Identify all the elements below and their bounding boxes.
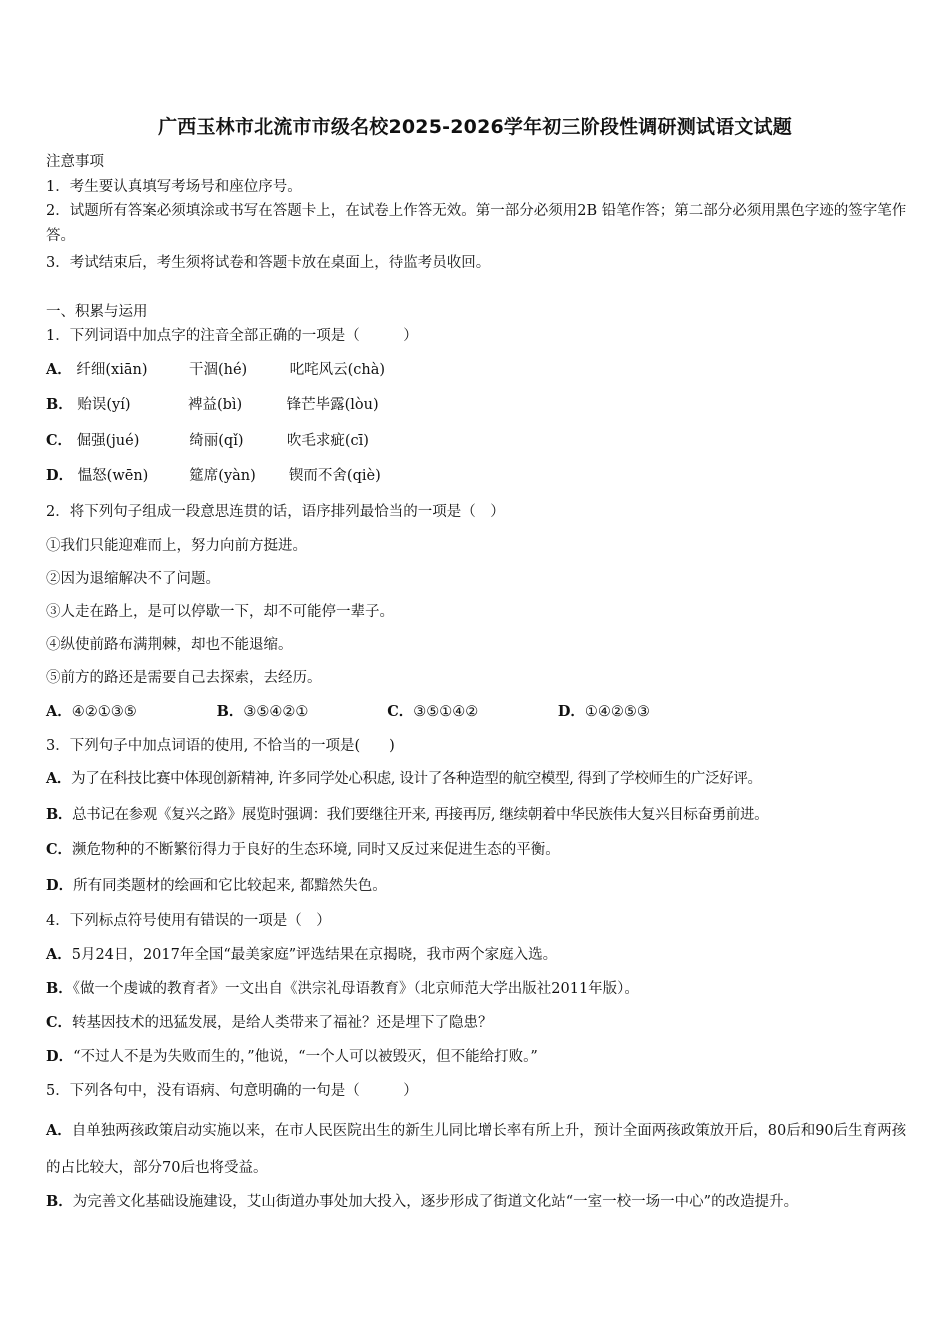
option-text: 自单独两孩政策启动实施以来，在市人民医院出生的新生儿同比增长率有所上升，预计全面两孩政策放开后，80后和90后生育两孩的占比较大，部分70后也将受益。 — [46, 1123, 907, 1176]
word-2: 干涸(hé) — [188, 362, 248, 378]
q4-option-c — [46, 1013, 908, 1033]
q5-stem: 5．下列各句中，没有语病、句意明确的一句是（ ） — [46, 1083, 418, 1099]
q2-sentence-5: ⑤前方的路还是需要自己去探索，去经历。 — [46, 670, 322, 686]
word-1: 愠怒(wēn) — [77, 468, 149, 484]
word-1: 纤细(xiān) — [76, 362, 148, 378]
word-3: 锲而不舍(qiè) — [288, 468, 381, 484]
word-3: 叱咤风云(chà) — [289, 362, 386, 378]
option-letter: A． — [46, 361, 72, 378]
option-letter: B． — [46, 1193, 73, 1210]
option-text: 5月24日，2017年全国“最美家庭”评选结果在京揭晓，我市两个家庭入选。 — [71, 947, 558, 963]
q3-stem: 3．下列句子中加点词语的使用, 不恰当的一项是( ) — [46, 738, 395, 754]
notice-item-2: 2．试题所有答案必须填涂或书写在答题卡上，在试卷上作答无效。第一部分必须用2B 铅笔作答；第二部分必须用黑色字迹的签字笔作答。 — [46, 203, 907, 244]
option-letter: B． — [46, 806, 73, 823]
word-1: 贻误(yí) — [77, 397, 131, 413]
word-2: 筵席(yàn) — [189, 468, 256, 484]
q3-option-a — [46, 769, 908, 789]
q2-choices — [46, 702, 908, 722]
q2-sentence-3: ③人走在路上，是可以停歇一下，却不可能停一辈子。 — [46, 604, 394, 620]
section-heading: 一、积累与运用 — [46, 304, 148, 320]
option-letter: D． — [46, 1048, 74, 1065]
option-text: 所有同类题材的绘画和它比较起来, 都黯然失色。 — [73, 878, 387, 894]
option-letter: C． — [46, 841, 73, 858]
q4-option-d — [46, 1047, 908, 1067]
q5-option-b — [46, 1183, 908, 1221]
option-text: 濒危物种的不断繁衍得力于良好的生态环境, 同时又反过来促进生态的平衡。 — [72, 842, 560, 858]
q3-option-d — [46, 876, 908, 896]
option-text: 总书记在参观《复兴之路》展览时强调：我们要继往开来, 再接再厉, 继续朝着中华民族伟大复兴目标奋勇前进。 — [72, 807, 769, 823]
word-2: 绮丽(qǐ) — [189, 433, 244, 449]
option-text: 转基因技术的迅猛发展，是给人类带来了福祉？还是埋下了隐患？ — [72, 1015, 493, 1031]
q1-option-c — [46, 431, 908, 451]
option-text: 《做一个虔诚的教育者》一文出自《洪宗礼母语教育》（北京师范大学出版社2011年版）。 — [72, 981, 639, 997]
option-text: 为了在科技比赛中体现创新精神, 许多同学处心积虑, 设计了各种造型的航空模型, 得到了学校师生的广泛好评。 — [71, 771, 762, 787]
q1-stem: 1．下列词语中加点字的注音全部正确的一项是（ ） — [46, 328, 418, 344]
page-title: 广西玉林市北流市市级名校2025-2026学年初三阶段性调研测试语文试题 — [158, 116, 792, 138]
option-letter: D． — [46, 877, 74, 894]
word-1: 倔强(jué) — [76, 433, 140, 449]
q3-option-c — [46, 840, 908, 860]
q2-sentence-4: ④纵使前路布满荆棘，却也不能退缩。 — [46, 637, 293, 653]
q2-choice-d: D．①④②⑤③ — [557, 703, 650, 720]
word-2: 裨益(bì) — [187, 397, 243, 413]
notice-item-3: 3．考试结束后，考生须将试卷和答题卡放在桌面上，待监考员收回。 — [46, 255, 491, 271]
q2-choice-c: C．③⑤①④② — [387, 703, 479, 720]
word-3: 吹毛求疵(cī) — [286, 433, 369, 449]
option-letter: B． — [46, 980, 73, 997]
q4-option-a — [46, 945, 908, 965]
q1-option-a — [46, 360, 908, 380]
word-3: 锋芒毕露(lòu) — [286, 397, 379, 413]
option-letter: A． — [46, 1122, 72, 1139]
q3-option-b — [46, 805, 908, 825]
q2-choice-b: B．③⑤④②① — [216, 703, 309, 720]
q2-sentence-2: ②因为退缩解决不了问题。 — [46, 571, 220, 587]
notice-heading: 注意事项 — [46, 154, 104, 170]
option-letter: B． — [46, 396, 73, 413]
option-letter: A． — [46, 946, 72, 963]
q1-option-b — [46, 395, 908, 415]
option-text: 为完善文化基础设施建设，艾山街道办事处加大投入，逐步形成了街道文化站“一室一校一场一中心”的改造提升。 — [72, 1194, 799, 1210]
q2-sentence-1: ①我们只能迎难而上，努力向前方挺进。 — [46, 538, 307, 554]
q4-stem: 4．下列标点符号使用有错误的一项是（ ） — [46, 913, 331, 929]
q2-stem: 2．将下列句子组成一段意思连贯的话，语序排列最恰当的一项是（ ） — [46, 504, 505, 520]
option-text: “不过人不是为失败而生的，”他说，“一个人可以被毁灭，但不能给打败。” — [73, 1049, 538, 1065]
q5-option-a — [46, 1112, 908, 1187]
q1-option-d — [46, 466, 908, 486]
q4-option-b — [46, 979, 908, 999]
option-letter: C． — [46, 1014, 73, 1031]
notice-item-1: 1．考生要认真填写考场号和座位序号。 — [46, 179, 302, 195]
q2-choice-a: A．④②①③⑤ — [46, 703, 137, 720]
option-letter: A． — [46, 770, 72, 787]
option-letter: D． — [46, 467, 74, 484]
option-letter: C． — [46, 432, 73, 449]
